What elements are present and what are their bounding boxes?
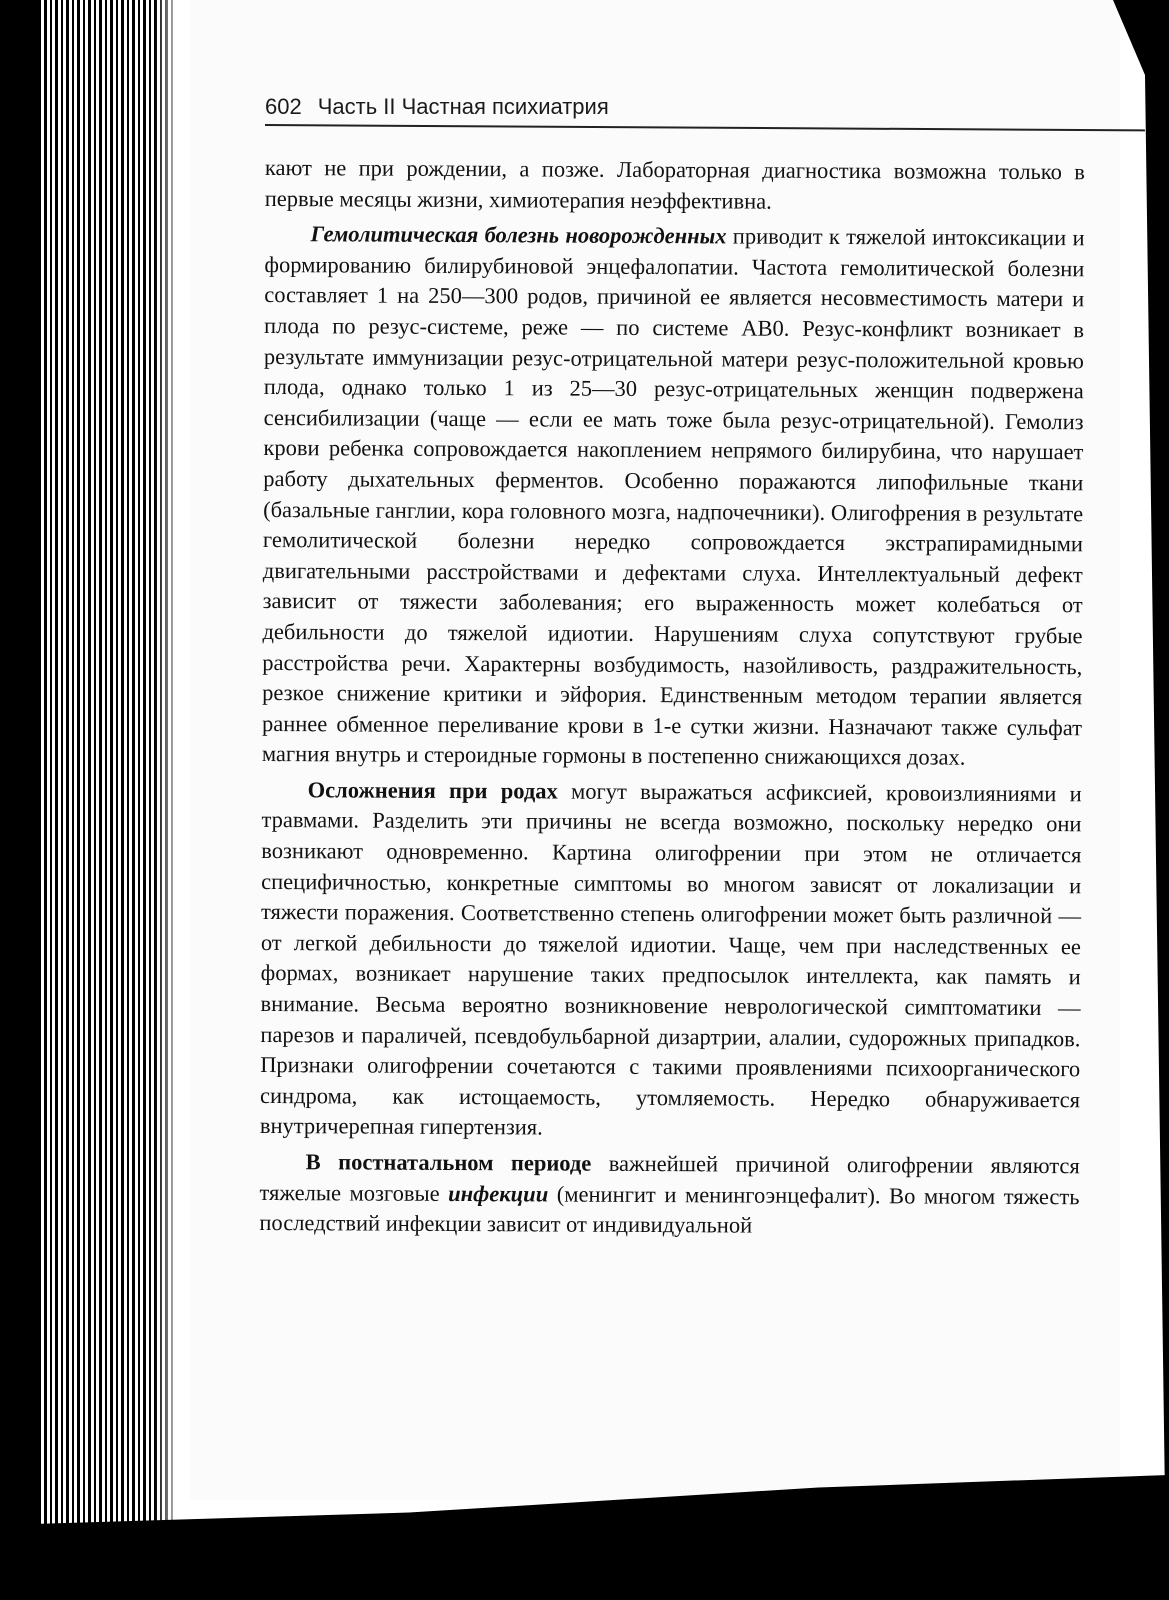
paragraph-text: важнейшей причиной олигофрении являются тяжелые мозговые [259, 1150, 1080, 1206]
paragraph-birth-complications [260, 775, 1082, 1146]
paragraph-text: могут выражаться асфиксией, кровоизлияниями и травмами. Разделить эти причины не всегда возможно, поскольку нередко они возникают одновременно. Картина олигофрении при этом не отличается специфичностью, конкретные симптомы во многом зависят от локализации и тяжести поражения. Соответственно степень олигофрении может быть различной — от легкой дебильности до тяжелой идиотии. Чаще, чем при наследственных ее формах, возникает нарушение таких предпосылок интеллекта, как память и внимание. Весьма вероятно возникновение неврологической симптоматики — парезов и параличей, псевдобульбарной дизартрии, алалии, судорожных припадков. Признаки олигофрении сочетаются с такими проявлениями психоорганического синдрома, как истощаемость, утомляемость. Нередко обнаруживается внутричерепная гипертензия. [259, 778, 1082, 1140]
paragraph-text: (менингит и менингоэнцефалит). Во многом тяжесть последствий инфекции зависит от индивидуальной [259, 1181, 1080, 1238]
paragraph-lead-term: Гемолитическая болезнь новорожденных [310, 221, 727, 249]
paragraph-continuation [265, 153, 1085, 218]
body-text [259, 153, 1085, 1248]
running-title: Часть II Частная психиатрия [317, 94, 609, 119]
page-number: 602 [265, 94, 302, 119]
scan-left-border [0, 0, 40, 1600]
running-header [265, 94, 609, 120]
paragraph-hemolytic-disease [262, 219, 1085, 774]
paragraph-italic-term: инфекции [448, 1180, 549, 1207]
paragraph-lead-term: Осложнения при родах [307, 777, 558, 804]
paragraph-text: кают не при рождении, а позже. Лабораторная диагностика возможна только в первые месяцы жизни, химиотерапия неэффективна. [264, 154, 1085, 214]
book-edge-fade [155, 0, 195, 1600]
paragraph-lead-term: В постнатальном периоде [305, 1149, 592, 1176]
paragraph-text: приводит к тяжелой интоксикации и формированию билирубиновой энцефалопатии. Частота гемолитической болезни составляет 1 на 250—300 родов, причиной ее является несовместимость матери и плода по резус-системе, реже — по системе AB0. Резус-конфликт возникает в результате иммунизации резус-отрицательной матери резус-положительной кровью плода, однако только 1 из 25—30 резус-отрицательных женщин подвержена сенсибилизации (чаще — если ее мать тоже была резус-отрицательной). Гемолиз крови ребенка сопровождается накоплением непрямого билирубина, что нарушает работу дыхательных ферментов. Особенно поражаются липофильные ткани (базальные ганглии, кора головного мозга, надпочечники). Олигофрения в результате гемолитической болезни нередко сопровождается экстрапирамидными двигательными расстройствами и дефектами слуха. Интеллектуальный дефект зависит от тяжести заболевания; его выраженность может колебаться от дебильности до тяжелой идиотии. Нарушениям слуха сопутствуют грубые расстройства речи. Характерны возбудимость, назойливость, раздражительность, резкое снижение критики и эйфория. Единственным методом терапии является раннее обменное переливание крови в 1-е сутки жизни. Назначают также сульфат магния внутрь и стероидные гормоны в постепенно снижающихся дозах. [261, 223, 1085, 770]
paragraph-postnatal-period [259, 1147, 1079, 1243]
